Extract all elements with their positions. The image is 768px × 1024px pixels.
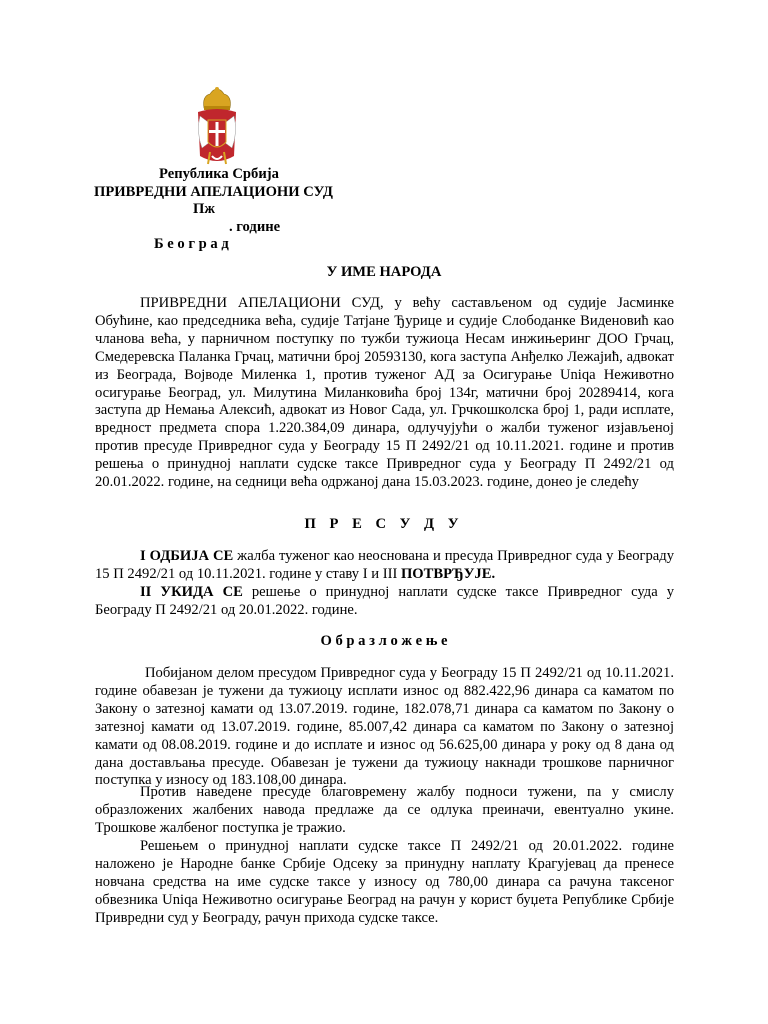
reasoning-paragraph-2: Против наведене пресуде благовремену жалбу подноси тужени, па у смислу образложених жалбених навода предлаже да се одлука преиначи, евентуално укине. Трошкове жалбеног поступка је тражио. [95,784,674,836]
intro-paragraph: ПРИВРЕДНИ АПЕЛАЦИОНИ СУД, у већу састављеном од судије Јасминке Обућине, као председника већа, судије Татјане Ђурице и судије Слободанке Виденовић као чланова већа, у парничном поступку по тужби тужиоца Несам инжињеринг ДОО Грчац, Смедеревска Паланка Грчац, матични број 20593130, кога заступа Анђелко Лежајић, адвокат из Београда, Војводе Миленка 1, против туженог АД за Осигурање Uniqa Неживотно осигурање Београд, ул. Милутина Миланковића број 134г, матични број 20289414, кога заступа др Немања Алексић, адвокат из Новог Сада, ул. Грчкошколска број 1, ради исплате, вредност предмета спора 1.220.384,09 динара, одлучујући о жалби туженог изјављеној против пресуде Привредног суда у Београду 15 П 2492/21 од 10.11.2021. године и против решења о принудној наплати судске таксе Привредног суда у Београду П 2492/21 од 20.01.2022. године, на седници већа одржаној дана 15.03.2023. године, донео је следећу [95,295,674,491]
city-name: Б е о г р а д [154,236,229,252]
verdict-item-1-end: ПОТВРЂУЈЕ. [400,565,496,582]
reasoning-title: О б р а з л о ж е њ е [320,633,448,649]
reasoning-paragraph-1: Побијаном делом пресудом Привредног суда у Београду 15 П 2492/21 од 10.11.2021. године обавезан је тужени да тужиоцу исплати износ од 882.422,96 динара са каматом по Закону о затезној камати од 13.07.2019. године, 182.078,71 динара са каматом по Закону о затезној камати од 13.07.2019. године, 85.007,42 динара са каматом по Закону о затезној камати од 08.08.2019. године и до исплате и износ од 56.625,00 динара у року од 8 дана од дана достављања пресуде. Обавезан је тужени да тужиоцу накнади трошкове парничног поступка у износу од 183.108,00 динара. [95,665,674,789]
country-name: Република Србија [159,166,279,182]
page-title: У ИМЕ НАРОДА [326,264,442,280]
verdict-item-2 [95,584,674,620]
reasoning-paragraph-3: Решењем о принудној наплати судске таксе П 2492/21 од 20.01.2022. године наложено је Народне банке Србије Одсеку за принудну наплату Крагујевац да пренесе новчана средства на име судске таксе у износу од 780,00 динара са рачуна таксеног обвезника Uniqa Неживотно осигурање Београд на рачун у корист буџета Републике Србије Привредни суд у Београду, рачун прихода судске таксе. [95,838,674,926]
case-number: Пж [193,201,215,217]
serbian-coat-of-arms-icon [194,86,240,172]
verdict-item-1-lead: I ОДБИЈА СЕ [140,548,234,564]
verdict-item-2-text: решење о принудној наплати судске таксе Привредног суда у Београду П 2492/21 од 20.01.2022. године. [95,584,674,618]
verdict-item-1-text: жалба туженог као неоснована и пресуда Привредног суда у Београду 15 П 2492/21 од 10.11.2021. године у ставу I и III [95,548,674,582]
court-name: ПРИВРЕДНИ АПЕЛАЦИОНИ СУД [94,184,333,200]
verdict-item-1 [95,548,674,584]
verdict-title: П Р Е С У Д У [304,516,464,532]
case-date: . године [229,219,281,235]
verdict-item-2-lead: II УКИДА СЕ [140,584,243,600]
